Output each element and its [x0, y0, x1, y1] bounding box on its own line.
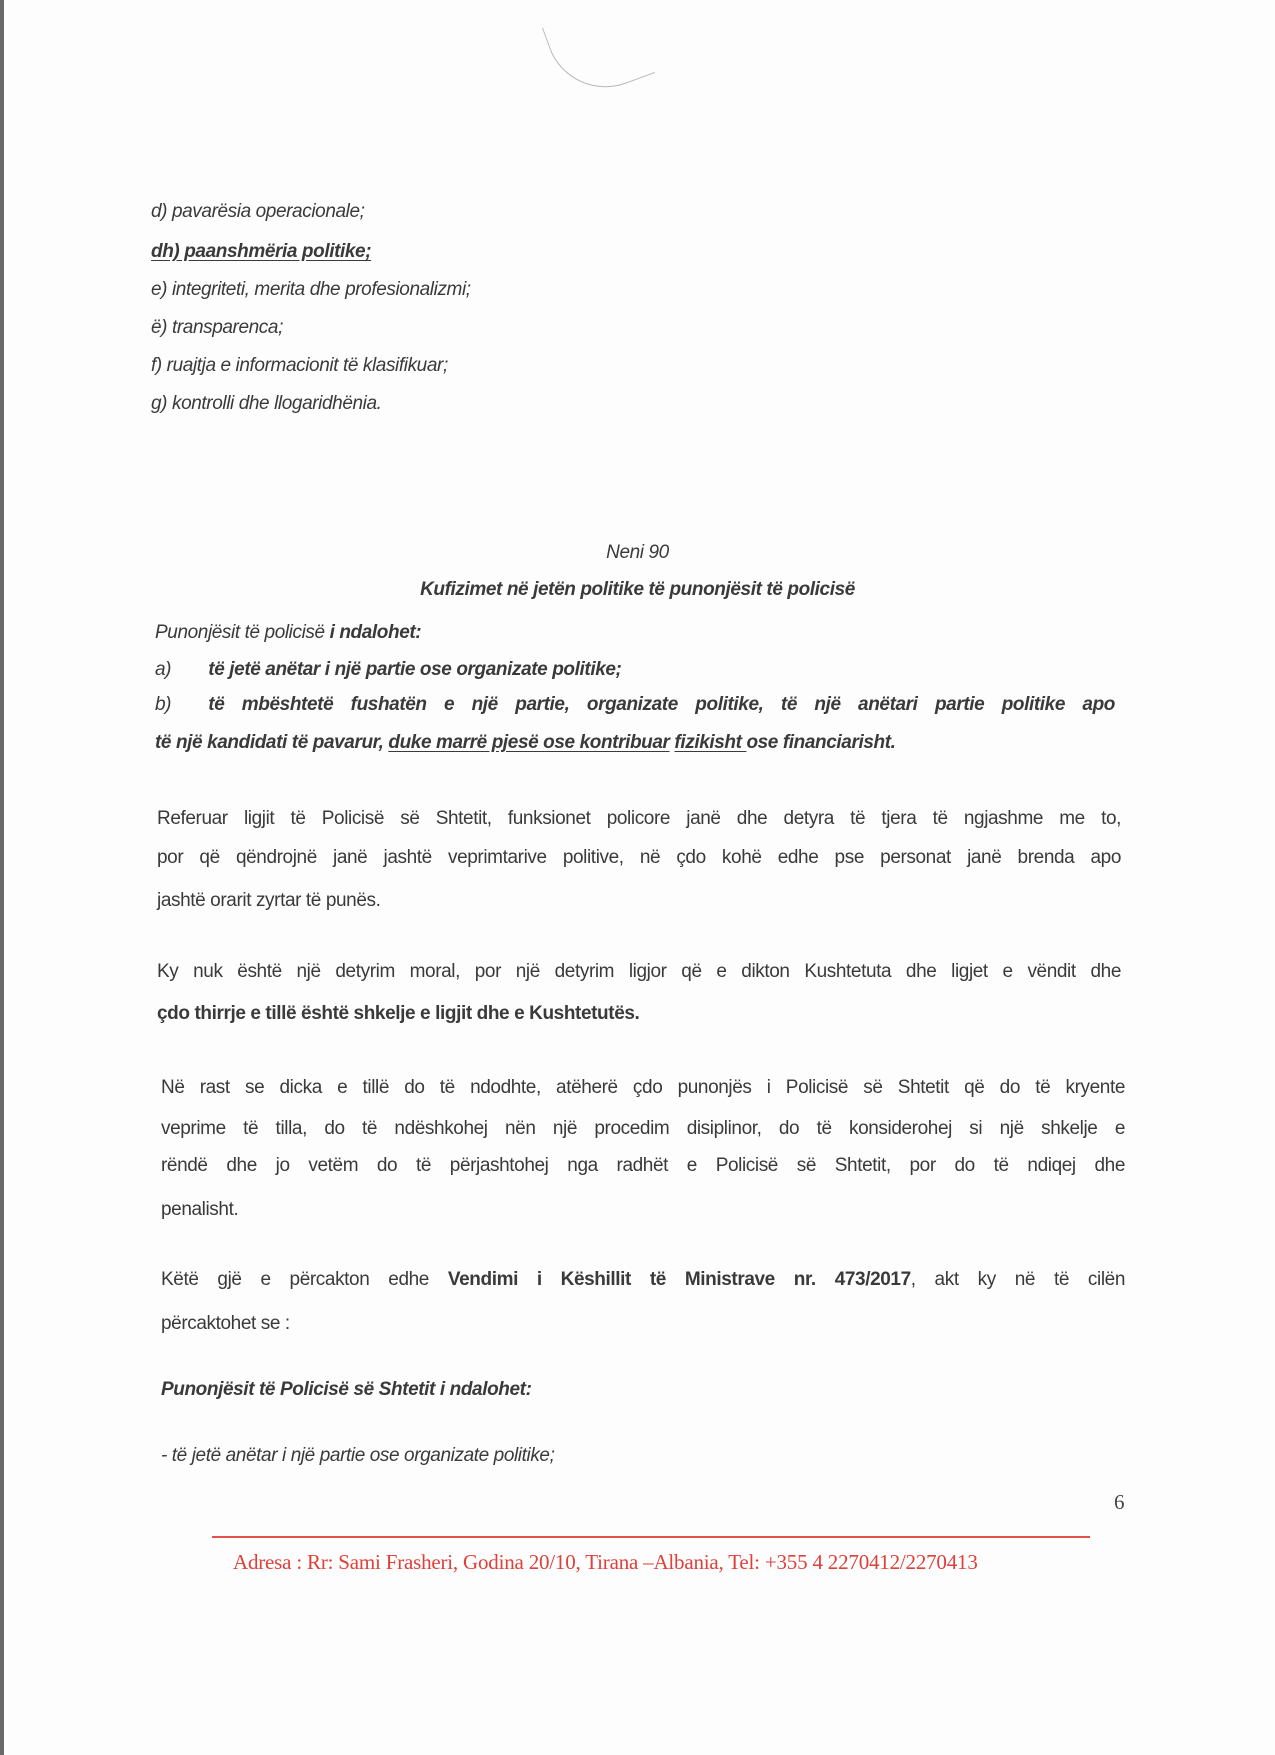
- text-segment: g) kontrolli dhe llogaridhënia.: [151, 393, 382, 414]
- paragraph-line: [161, 1268, 1125, 1292]
- text-segment: Në rast se dicka e tillë do të ndodhte, atëherë çdo punonjës i Policisë së Shtetit që do të kryente: [161, 1077, 1125, 1098]
- text-segment: veprime të tilla, do të ndëshkohej nën një procedim disiplinor, do të konsiderohej si një shkelje e: [161, 1118, 1125, 1139]
- text-segment: por që qëndrojnë janë jashtë veprimtarive politive, në çdo kohë edhe pse personat janë brenda apo: [157, 847, 1121, 868]
- text-segment: - të jetë anëtar i një partie ose organizate politike;: [161, 1445, 555, 1466]
- text-segment: përcaktohet se :: [161, 1313, 290, 1334]
- paragraph-line: [161, 1154, 1125, 1178]
- text-segment: d) pavarësia operacionale;: [151, 201, 365, 222]
- text-segment: duke marrë pjesë ose kontribuar: [388, 732, 670, 753]
- text-segment: çdo thirrje e tillë është shkelje e ligjit dhe e Kushtetutës.: [157, 1003, 640, 1024]
- text-segment: rëndë dhe jo vetëm do të përjashtohej nga radhët e Policisë së Shtetit, por do të ndiqej dhe: [161, 1155, 1125, 1176]
- article-line: [155, 731, 896, 755]
- paragraph-line: [161, 1378, 532, 1402]
- list-item: [151, 200, 365, 224]
- footer-divider: [212, 1536, 1090, 1538]
- text-segment: ë) transparenca;: [151, 317, 283, 338]
- text-segment: jashtë orarit zyrtar të punës.: [157, 890, 381, 911]
- article-line: [155, 693, 1115, 717]
- text-segment: e) integriteti, merita dhe profesionalizmi;: [151, 279, 471, 300]
- text-segment: Referuar ligjit të Policisë së Shtetit, funksionet policore janë dhe detyra të tjera të ngjashme me to,: [157, 808, 1121, 829]
- text-segment: Këtë gjë e përcakton edhe: [161, 1269, 448, 1290]
- text-segment: i ndalohet:: [329, 622, 422, 643]
- article-line: [155, 658, 621, 682]
- paragraph-line: [161, 1076, 1125, 1100]
- paragraph-line: [157, 807, 1121, 831]
- paragraph-line: [157, 889, 381, 913]
- text-segment: të jetë anëtar i një partie ose organizate politike;: [171, 659, 622, 680]
- scan-edge: [0, 0, 4, 1755]
- text-segment: ose financiarisht.: [746, 732, 896, 753]
- paragraph-line: [161, 1312, 290, 1336]
- text-segment: b): [155, 694, 172, 715]
- text-segment: Punonjësit të Policisë së Shtetit i ndalohet:: [161, 1379, 532, 1400]
- list-item: [151, 316, 283, 340]
- text-segment: Vendimi i Këshillit të Ministrave nr. 473/2017: [447, 1269, 911, 1290]
- text-segment: f) ruajtja e informacionit të klasifikuar;: [151, 355, 448, 376]
- page-number: 6: [1114, 1490, 1125, 1514]
- paragraph-line: [157, 846, 1121, 870]
- text-segment: dh) paanshmëria politike;: [151, 241, 372, 262]
- footer-address: Adresa : Rr: Sami Frasheri, Godina 20/10, Tirana –Albania, Tel: +355 4 2270412/2270413: [233, 1550, 978, 1574]
- article-title: Kufizimet në jetën politike të punonjësit të policisë: [420, 579, 855, 600]
- text-segment: a): [155, 659, 172, 680]
- text-segment: të një kandidati të pavarur,: [155, 732, 389, 753]
- list-item: [151, 240, 371, 264]
- text-segment: , akt ky në të cilën: [910, 1269, 1126, 1290]
- stamp-arc-mark: [542, 0, 655, 104]
- text-segment: Punonjësit të policisë: [155, 622, 330, 643]
- article-line: [155, 621, 421, 645]
- text-segment: fizikisht: [674, 732, 747, 753]
- paragraph-line: [161, 1198, 238, 1222]
- article-number: Neni 90: [606, 542, 669, 563]
- list-item: [151, 392, 382, 416]
- paragraph-line: [161, 1444, 554, 1468]
- text-segment: penalisht.: [161, 1199, 239, 1220]
- list-item: [151, 278, 471, 302]
- list-item: [151, 354, 448, 378]
- text-segment: të mbështetë fushatën e një partie, organizate politike, të një anëtari partie politike apo: [171, 694, 1115, 715]
- paragraph-line: [161, 1117, 1125, 1141]
- text-segment: Ky nuk është një detyrim moral, por një detyrim ligjor që e dikton Kushtetuta dhe ligjet e vëndit dhe: [157, 961, 1121, 982]
- paragraph-line: [157, 960, 1121, 984]
- paragraph-line: [157, 1002, 639, 1026]
